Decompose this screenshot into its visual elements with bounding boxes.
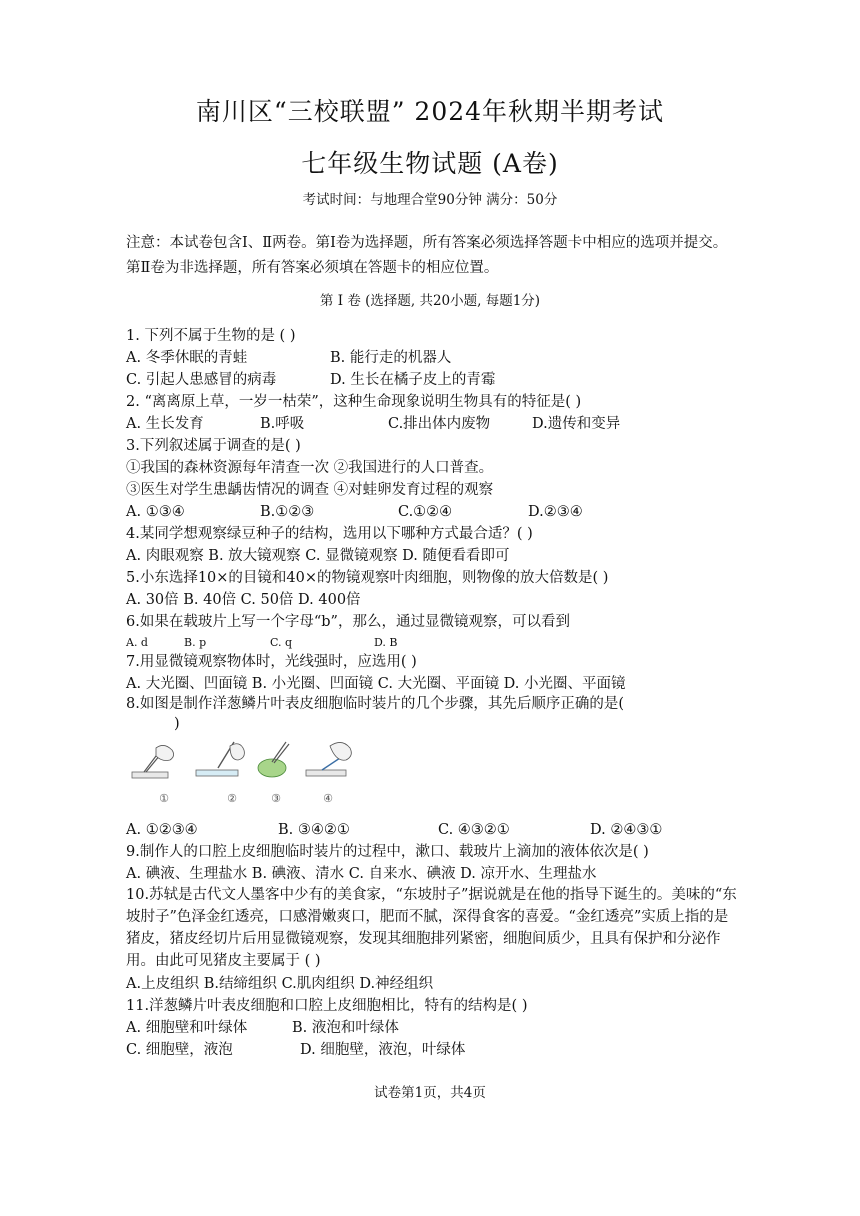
question-8-stem: 8.如图是制作洋葱鳞片叶表皮细胞临时装片的几个步骤，其先后顺序正确的是( <box>126 696 624 712</box>
figure-label-2: ② <box>227 792 237 805</box>
slide-preparation-figure <box>126 736 366 808</box>
figure-label-3: ③ <box>271 792 281 805</box>
question-10-options: A.上皮组织 B.结缔组织 C.肌肉组织 D.神经组织 <box>126 976 434 992</box>
exam-info: 考试时间：与地理合堂90分钟 满分：50分 <box>302 192 558 208</box>
question-3-option-a: A. ①③④ <box>126 504 185 520</box>
question-11-option-d: D. 细胞壁，液泡，叶绿体 <box>300 1042 466 1058</box>
question-3-statement-1: ①我国的森林资源每年清查一次 ②我国进行的人口普查。 <box>126 460 494 476</box>
question-11-option-b: B. 液泡和叶绿体 <box>292 1020 399 1036</box>
question-3-statement-2: ③医生对学生患龋齿情况的调查 ④对蛙卵发育过程的观察 <box>126 482 494 498</box>
question-11-option-c: C. 细胞壁，液泡 <box>126 1042 233 1058</box>
question-6-stem: 6.如果在载玻片上写一个字母“b”，那么，通过显微镜观察，可以看到 <box>126 614 570 630</box>
section-title: 第 Ⅰ 卷 (选择题, 共20小题, 每题1分) <box>319 293 541 309</box>
question-7-options: A. 大光圈、凹面镜 B. 小光圈、凹面镜 C. 大光圈、平面镜 D. 小光圈、平面镜 <box>126 676 626 692</box>
question-6-option-a: A. d <box>126 636 148 649</box>
question-3-option-d: D.②③④ <box>528 504 583 520</box>
question-3-option-b: B.①②③ <box>260 504 315 520</box>
question-2-option-a: A. 生长发育 <box>126 416 204 432</box>
question-5-stem: 5.小东选择10×的目镜和40×的物镜观察叶肉细胞，则物像的放大倍数是( ) <box>126 570 609 586</box>
question-3-option-c: C.①②④ <box>398 504 453 520</box>
question-11-stem: 11.洋葱鳞片叶表皮细胞和口腔上皮细胞相比，特有的结构是( ) <box>126 998 528 1014</box>
question-3-stem: 3.下列叙述属于调查的是( ) <box>126 438 301 454</box>
question-8-option-c: C. ④③②① <box>438 822 510 838</box>
question-1-option-d: D. 生长在橘子皮上的青霉 <box>330 372 496 388</box>
question-8-option-b: B. ③④②① <box>278 822 350 838</box>
question-9-stem: 9.制作人的口腔上皮细胞临时装片的过程中，漱口、载玻片上滴加的液体依次是( ) <box>126 844 649 860</box>
question-6-option-d: D. B <box>374 636 398 649</box>
question-9-options: A. 碘液、生理盐水 B. 碘液、清水 C. 自来水、碘液 D. 凉开水、生理盐水 <box>126 866 597 882</box>
question-2-option-c: C.排出体内废物 <box>388 416 491 432</box>
exam-subtitle: 七年级生物试题 (A卷) <box>301 149 559 178</box>
question-8-option-a: A. ①②③④ <box>126 822 198 838</box>
question-2-option-b: B.呼吸 <box>260 416 305 432</box>
question-5-options: A. 30倍 B. 40倍 C. 50倍 D. 400倍 <box>126 592 361 608</box>
step-4-coverslip-image <box>306 742 351 805</box>
question-6-option-b: B. p <box>184 636 207 649</box>
question-10-stem: 10.苏轼是古代文人墨客中少有的美食家，“东坡肘子”据说就是在他的指导下诞生的。美味的“东坡肘子”色泽金红透亮，口感滑嫩爽口，肥而不腻，深得食客的喜爱。“金红透亮”实质上指的是猪皮，猪皮经切片后用显微镜观察，发现其细胞排列紧密，细胞间质少，且具有保护和分泌作用。由此可见猪皮主要属于 ( ) <box>126 887 737 969</box>
question-11-option-a: A. 细胞壁和叶绿体 <box>126 1020 248 1036</box>
notice-paragraph: 注意：本试卷包含Ⅰ、Ⅱ两卷。第Ⅰ卷为选择题，所有答案必须选择答题卡中相应的选项并提交。第Ⅱ卷为非选择题，所有答案必须填在答题卡的相应位置。 <box>126 235 728 276</box>
question-1-option-a: A. 冬季休眠的青蛙 <box>126 350 248 366</box>
question-1-stem: 1. 下列不属于生物的是 ( ) <box>126 328 296 344</box>
exam-title: 南川区“三校联盟” 2024年秋期半期考试 <box>195 97 665 126</box>
question-4-stem: 4.某同学想观察绿豆种子的结构，选用以下哪种方式最合适？( ) <box>126 526 533 542</box>
question-2-option-d: D.遗传和变异 <box>532 416 621 432</box>
figure-label-1: ① <box>159 792 169 805</box>
question-2-stem: 2. “离离原上草，一岁一枯荣”，这种生命现象说明生物具有的特征是( ) <box>126 394 582 410</box>
step-2-dropper-image <box>196 742 244 805</box>
question-6-option-c: C. q <box>270 636 293 649</box>
question-4-options: A. 肉眼观察 B. 放大镜观察 C. 显微镜观察 D. 随便看看即可 <box>126 548 510 564</box>
step-1-tweezers-image <box>132 745 174 805</box>
step-3-onion-image <box>258 742 289 805</box>
question-7-stem: 7.用显微镜观察物体时，光线强时，应选用( ) <box>126 654 417 670</box>
question-1-option-c: C. 引起人患感冒的病毒 <box>126 372 277 388</box>
page-footer: 试卷第1页，共4页 <box>374 1085 486 1101</box>
question-8-option-d: D. ②④③① <box>590 822 663 838</box>
question-8-stem-continuation: ) <box>174 716 180 732</box>
figure-label-4: ④ <box>323 792 333 805</box>
question-1-option-b: B. 能行走的机器人 <box>330 350 452 366</box>
